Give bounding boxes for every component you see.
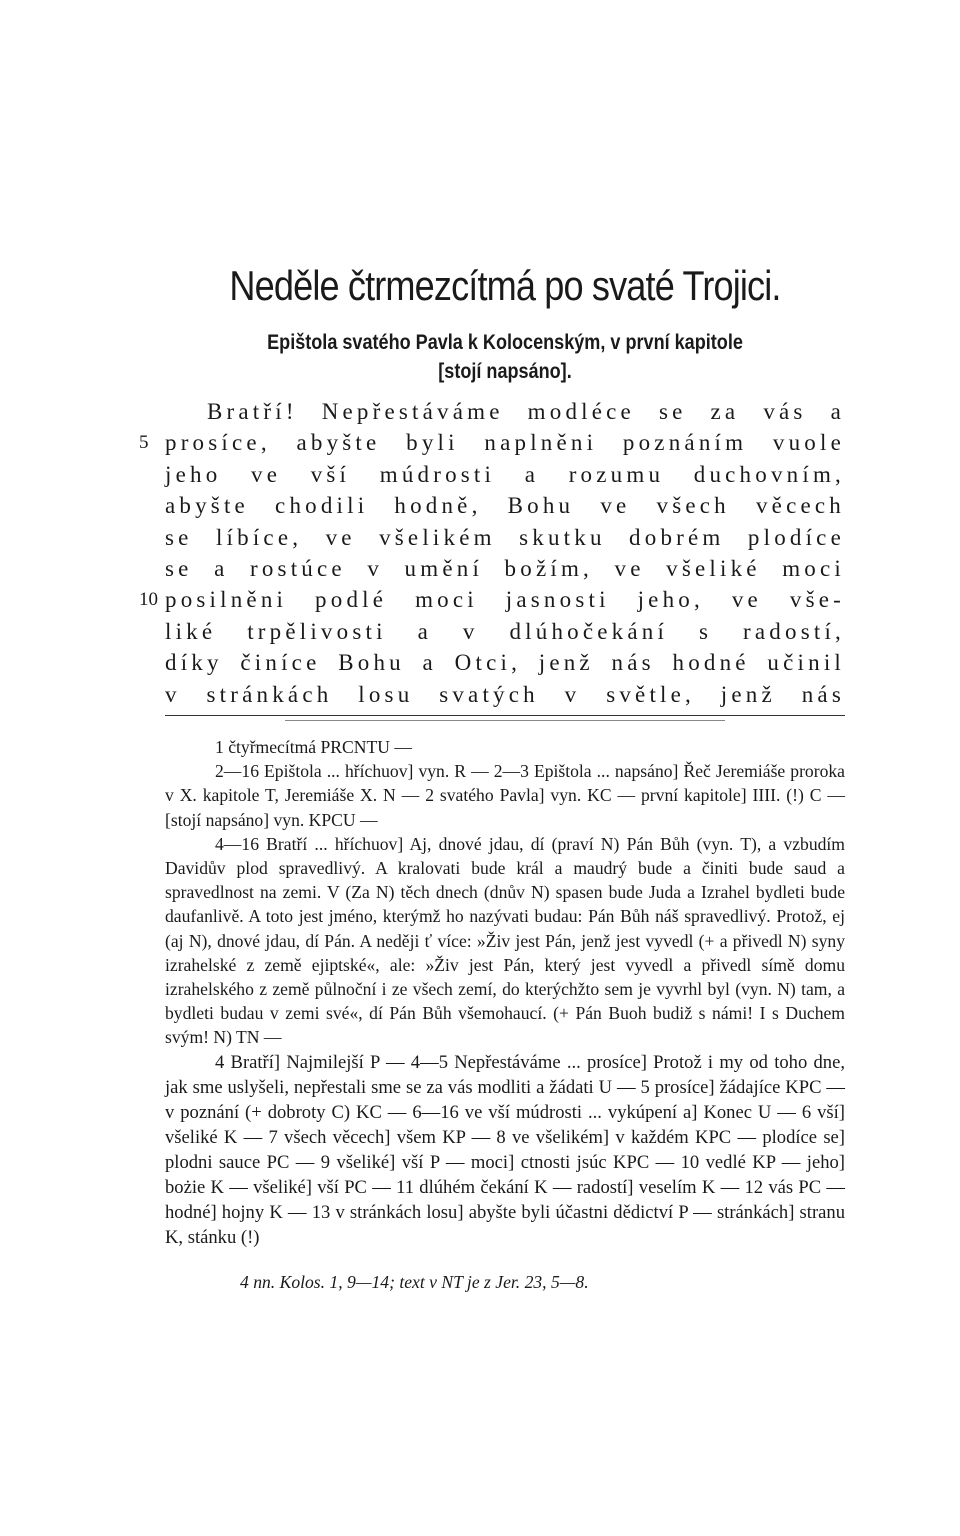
subtitle-line-2: [stojí napsáno].	[438, 360, 572, 383]
note-paragraph: 4 Bratří] Najmilejší P — 4—5 Nepřestáváme ... prosíce] Protož i my od toho dne, jak sme uslyšeli, nepřestali sme se za vás modliti a žádati U — 5 prosíce] žádajíce KPC — v poznání (+ dobroty C) KC — 6—16 ve vší múdrosti ... vykúpení a] Konec U — 6 vší] všeliké K — 7 všech věcech] všem KP — 8 ve všelikém] v každém KPC — plodíce se] plodni sauce PC — 9 všeliké] vší P — moci] ctnosti jsúc KPC — 10 vedlé KP — jeho] bożie K — všeliké] vší PC — 11 dlúhém čekání K — radostí] veselím K — 12 vás PC — hodné] hojny K — 13 v stránkách losu] abyšte byli účastni dědictví P — stránkách] stranu K, stánku (!)	[165, 1051, 845, 1248]
text-line: posilněni podlé moci jasnosti jeho, ve vše-	[165, 587, 845, 613]
page-title: Neděle čtrmezcítmá po svaté Trojici.	[229, 262, 781, 309]
text-line: se a rostúce v umění božím, ve všeliké moci	[165, 555, 845, 581]
text-line-10	[139, 584, 845, 615]
note-paragraph: 4—16 Bratří ... hříchuov] Aj, dnové jdau, dí (praví N) Pán Bůh (vyn. T), a vzbudím Davidův plod spravedlivý. A kralovati bude král a maudrý bude a činiti bude saud a spravedlnost na zemi. V (Za N) těch dnech (dnův N) spasen bude Juda a Izrahel bydleti bude daufanlivě. A toto jest jméno, kterýmž ho nazývati budau: Pán Bůh náš spravedlivý. Protož, ej (aj N), dnové jdau, dí Pán. A neději ť více: »Živ jest Pán, jenž jest vyvedl (+ a přivedl N) syny izrahelské z země ejiptské«, ale: »Živ jest Pán, který jest vyvedl a přivedl símě domu izrahelského z země půlnoční i ze všech zemí, do kterýchžto sem je vyvrhl byl (vyn. N) tam, a bydleti budau v zemi své«, dí Pán Bůh všemohaucí. (+ Pán Buoh budiž s námi! I s Duchem svým! N) TN —	[165, 833, 845, 1048]
text-line: abyšte chodili hodně, Bohu ve všech věcech	[165, 493, 845, 519]
subtitle-line-1: Epištola svatého Pavla k Kolocenským, v první kapitole	[267, 331, 743, 354]
text-line: jeho ve vší múdrosti a rozumu duchovním,	[165, 461, 845, 487]
text-line: v stránkách losu svatých v světle, jenž nás	[165, 681, 845, 707]
subtitle	[226, 328, 785, 386]
divider	[165, 715, 845, 716]
main-text	[139, 396, 845, 710]
text-line: prosíce, abyšte byli naplněni poznáním vuole	[165, 430, 845, 456]
text-line-5	[139, 427, 845, 458]
divider-secondary	[285, 720, 725, 721]
text-line: Bratří! Nepřestáváme modléce se za vás a	[207, 399, 845, 424]
text-line: liké trpělivosti a v dlúhočekání s radostí,	[165, 618, 845, 644]
critical-apparatus	[165, 735, 845, 1250]
note-paragraph: 2—16 Epištola ... hříchuov] vyn. R — 2—3 Epištola ... napsáno] Řeč Jeremiáše proroka v X. kapitole T, Jeremiáše X. N — 2 svatého Pavla] vyn. KC — první kapitole] IIII. (!) C — [stojí napsáno] vyn. KPCU —	[165, 761, 845, 830]
source-reference: 4 nn. Kolos. 1, 9—14; text v NT je z Jer. 23, 5—8.	[240, 1272, 589, 1292]
text-line: se líbíce, ve všelikém skutku dobrém plodíce	[165, 524, 845, 550]
line-number: 5	[139, 432, 149, 454]
note-paragraph: 1 čtyřmecítmá PRCNTU —	[215, 737, 412, 757]
text-line: díky činíce Bohu a Otci, jenž nás hodné učinil	[165, 650, 845, 676]
line-number: 10	[139, 589, 158, 611]
